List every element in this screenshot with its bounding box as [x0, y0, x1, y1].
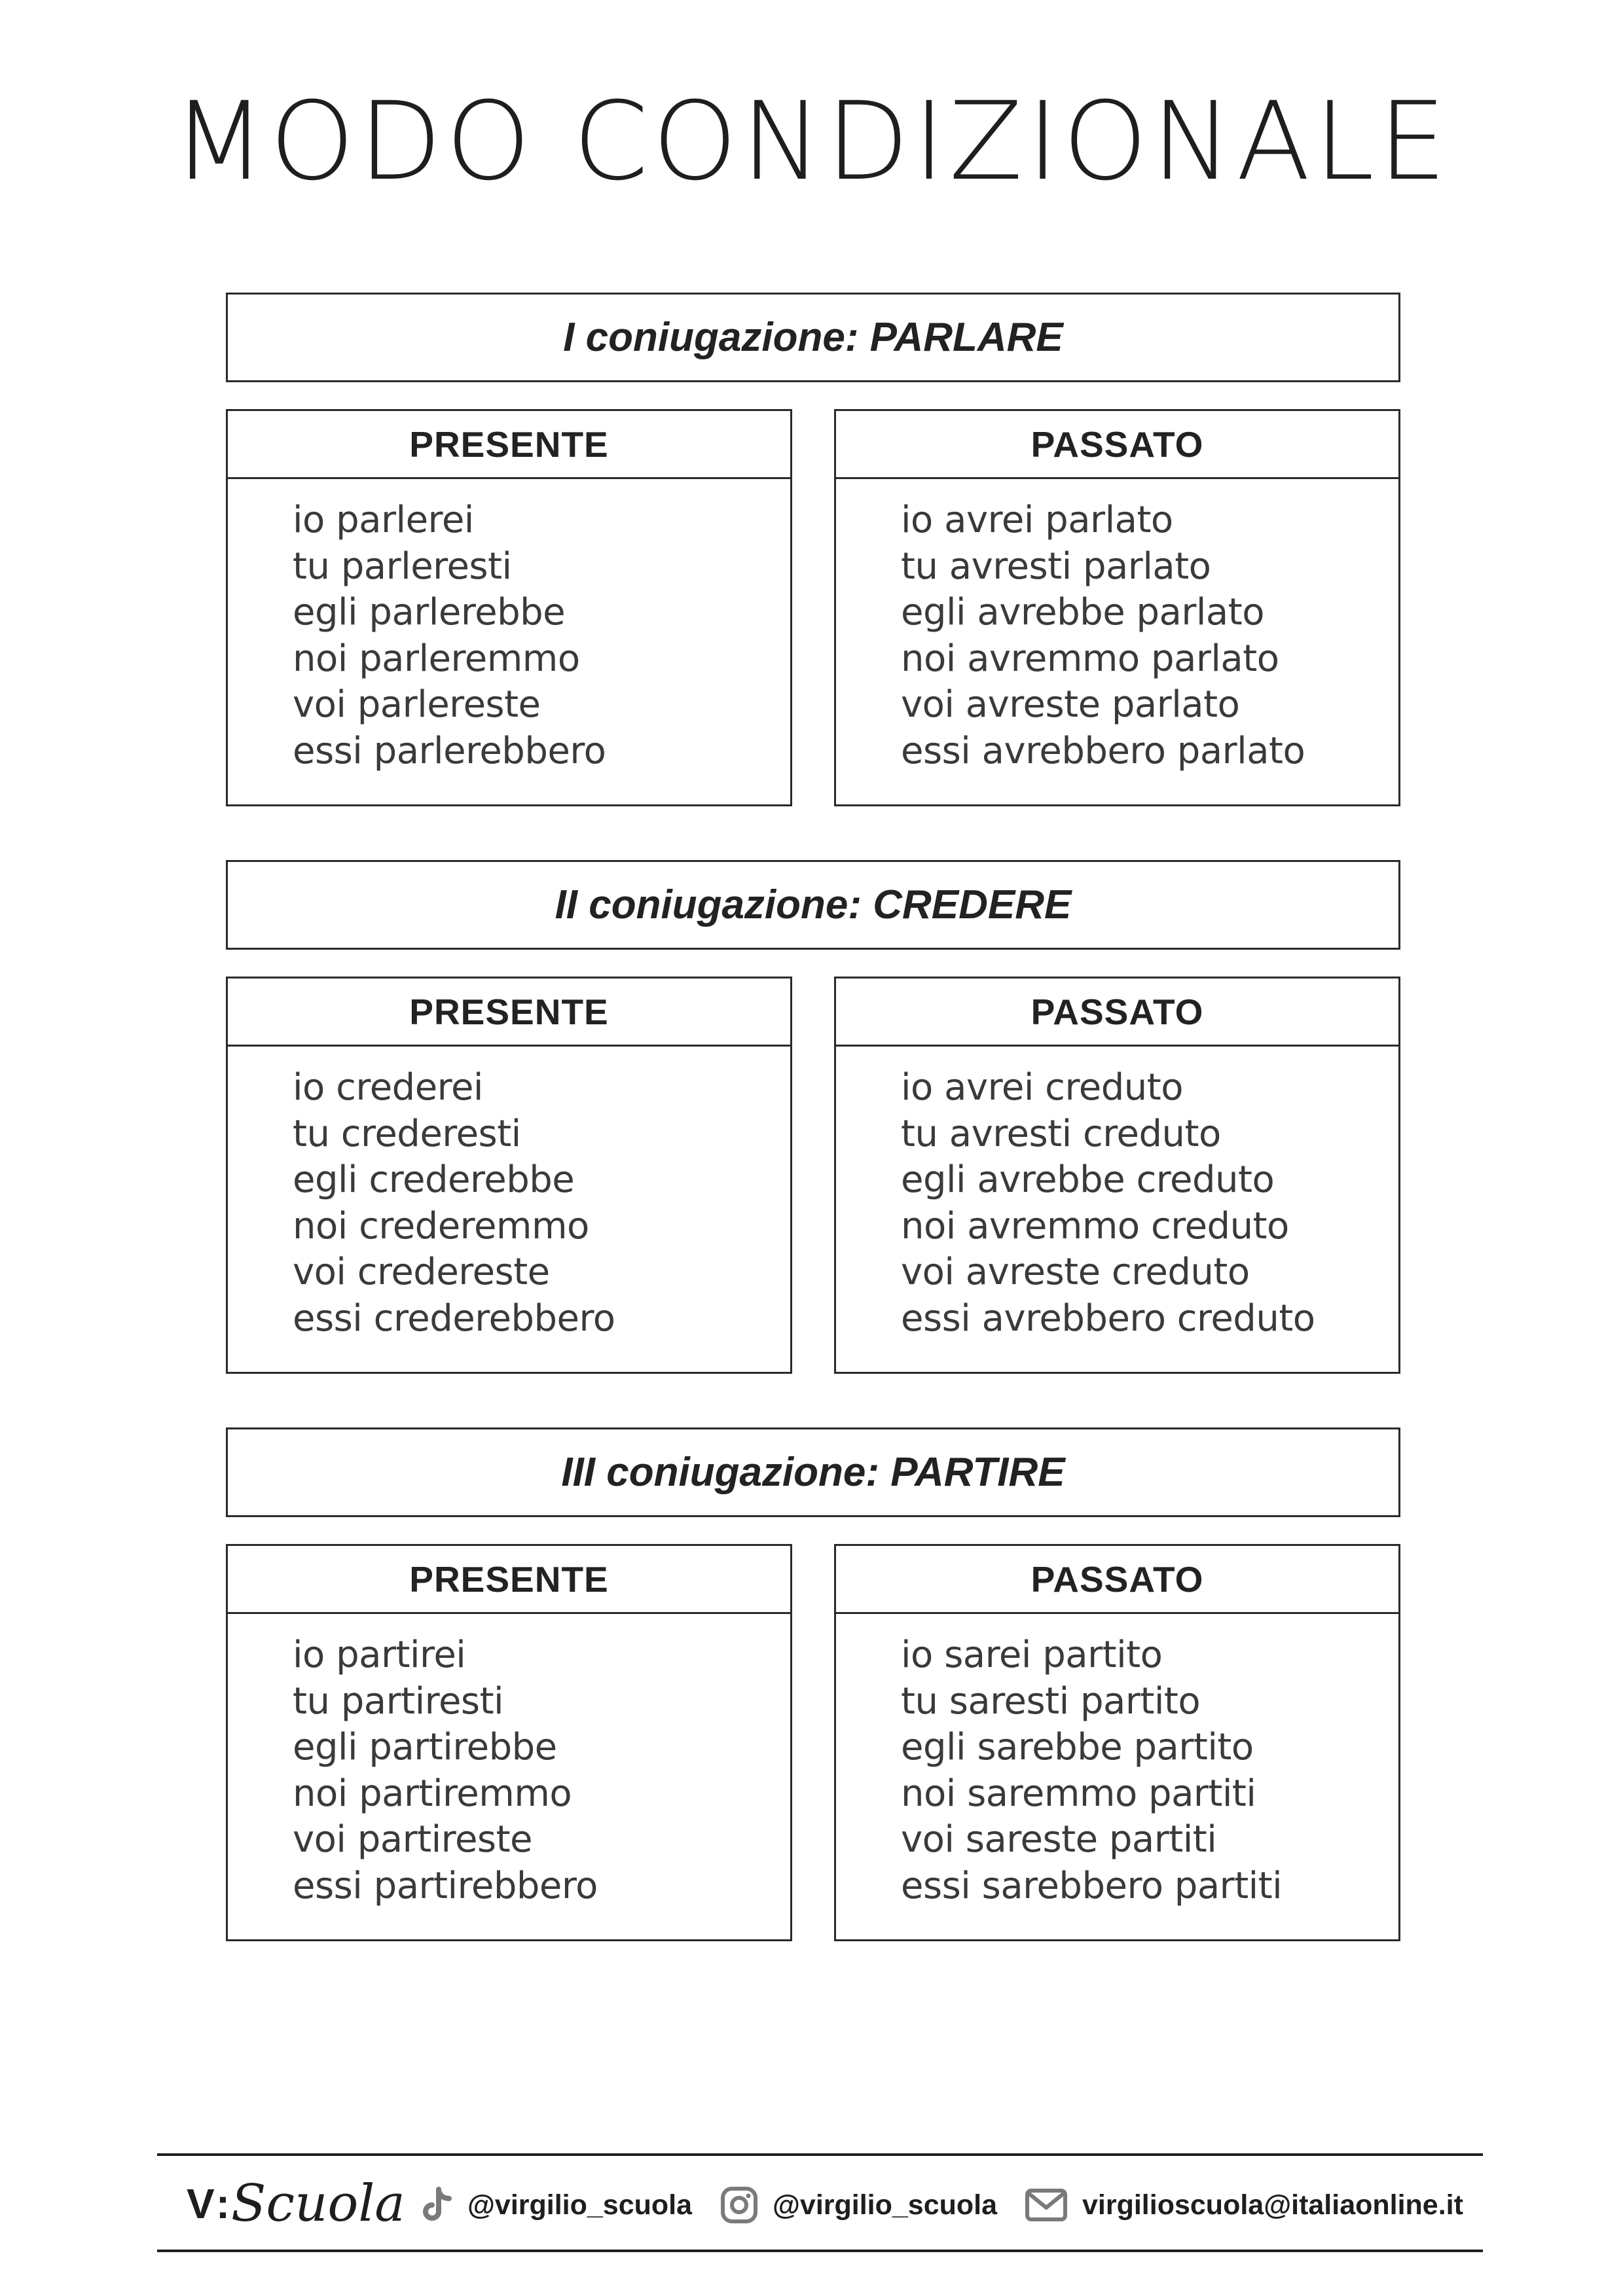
passato-label: PASSATO — [836, 411, 1398, 479]
verb-form: io partirei — [293, 1634, 466, 1676]
presente-forms — [228, 1614, 790, 1909]
tiktok-handle: @virgilio_scuola — [467, 2189, 693, 2221]
presente-label: PRESENTE — [228, 1546, 790, 1614]
verb-form: noi crederemmo — [293, 1204, 589, 1247]
verb-form: essi partirebbero — [293, 1864, 598, 1907]
instagram-handle: @virgilio_scuola — [773, 2189, 998, 2221]
conjugation-header: II coniugazione: CREDERE — [226, 860, 1400, 950]
verb-form: voi sareste partiti — [901, 1818, 1217, 1861]
verb-form: io avrei creduto — [901, 1066, 1183, 1109]
passato-panel — [834, 977, 1400, 1374]
footer-divider-bottom — [157, 2250, 1483, 2252]
presente-label: PRESENTE — [228, 978, 790, 1047]
verb-form: essi sarebbero partiti — [901, 1864, 1283, 1907]
presente-forms — [228, 479, 790, 774]
conjugation-header: I coniugazione: PARLARE — [226, 293, 1400, 382]
verb-form: egli crederebbe — [293, 1158, 575, 1201]
verb-form: voi credereste — [293, 1251, 550, 1293]
passato-label: PASSATO — [836, 1546, 1398, 1614]
verb-form: tu parleresti — [293, 545, 512, 588]
presente-panel — [226, 977, 792, 1374]
instagram-icon — [720, 2186, 758, 2224]
mail-icon — [1025, 2188, 1068, 2222]
presente-label: PRESENTE — [228, 411, 790, 479]
email-link[interactable] — [1025, 2176, 1463, 2234]
verb-form: noi saremmo partiti — [901, 1772, 1256, 1815]
verb-form: tu saresti partito — [901, 1679, 1201, 1723]
verb-form: egli avrebbe parlato — [901, 591, 1264, 634]
verb-form: voi partireste — [293, 1818, 532, 1861]
verb-form: noi partiremmo — [293, 1772, 572, 1815]
passato-forms — [836, 1047, 1398, 1342]
verb-form: voi avreste creduto — [901, 1251, 1250, 1293]
verb-form: io parlerei — [293, 499, 474, 541]
verb-form: noi avremmo creduto — [901, 1204, 1289, 1247]
instagram-link[interactable] — [720, 2176, 997, 2234]
verb-form: tu crederesti — [293, 1112, 521, 1155]
passato-forms — [836, 1614, 1398, 1909]
verb-form: egli avrebbe creduto — [901, 1158, 1275, 1201]
verb-form: voi avreste parlato — [901, 683, 1240, 726]
verb-form: noi parleremmo — [293, 637, 580, 680]
verb-form: essi parlerebbero — [293, 729, 606, 772]
verb-form: voi parlereste — [293, 683, 541, 726]
verb-form: io sarei partito — [901, 1634, 1163, 1676]
conjugation-header: III coniugazione: PARTIRE — [226, 1427, 1400, 1517]
verb-form: io crederei — [293, 1066, 483, 1109]
verb-form: essi avrebbero creduto — [901, 1297, 1315, 1340]
brand-logo[interactable] — [187, 2174, 405, 2233]
verb-form: io avrei parlato — [901, 499, 1173, 541]
tiktok-icon — [419, 2187, 453, 2223]
passato-panel — [834, 409, 1400, 806]
passato-label: PASSATO — [836, 978, 1398, 1047]
tiktok-link[interactable] — [419, 2176, 692, 2234]
verb-form: essi crederebbero — [293, 1297, 615, 1340]
presente-panel — [226, 1544, 792, 1941]
presente-forms — [228, 1047, 790, 1342]
verb-form: egli sarebbe partito — [901, 1726, 1254, 1768]
verb-form: noi avremmo parlato — [901, 637, 1279, 680]
verb-form: tu avresti creduto — [901, 1112, 1221, 1155]
verb-form: egli partirebbe — [293, 1726, 557, 1768]
brand-prefix: V — [187, 2180, 215, 2227]
email-address: virgilioscuola@italiaonline.it — [1082, 2189, 1463, 2221]
passato-forms — [836, 479, 1398, 774]
verb-form: essi avrebbero parlato — [901, 729, 1305, 772]
page-title: MODO CONDIZIONALE — [172, 79, 1451, 204]
verb-form: egli parlerebbe — [293, 591, 566, 634]
passato-panel — [834, 1544, 1400, 1941]
brand-script: Scuola — [231, 2174, 405, 2233]
footer — [157, 2156, 1483, 2250]
brand-separator: : — [215, 2180, 230, 2227]
verb-form: tu partiresti — [293, 1679, 504, 1723]
presente-panel — [226, 409, 792, 806]
verb-form: tu avresti parlato — [901, 545, 1211, 588]
